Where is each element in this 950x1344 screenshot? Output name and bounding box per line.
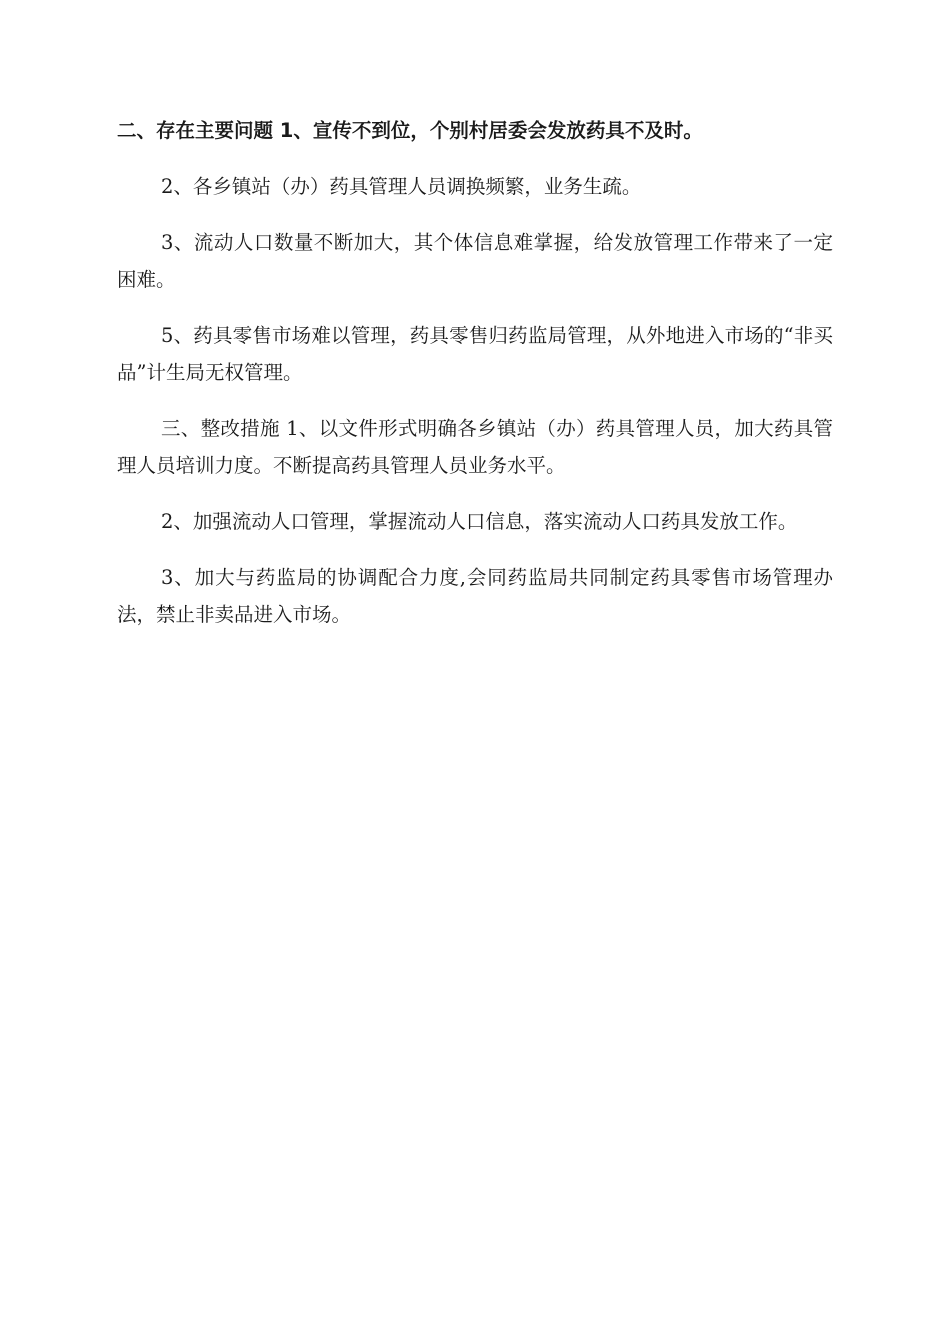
paragraph: 2、各乡镇站（办）药具管理人员调换频繁，业务生疏。 xyxy=(161,175,642,198)
document-body xyxy=(117,112,833,652)
paragraph: 3、流动人口数量不断加大，其个体信息难掌握，给发放管理工作带来了一定困难。 xyxy=(117,231,833,291)
paragraph: 5、药具零售市场难以管理，药具零售归药监局管理，从外地进入市场的“非买品”计生局无权管理。 xyxy=(117,324,833,384)
paragraph: 三、整改措施 1、以文件形式明确各乡镇站（办）药具管理人员，加大药具管理人员培训力度。不断提高药具管理人员业务水平。 xyxy=(117,417,833,477)
section-heading: 二、存在主要问题 1、宣传不到位，个别村居委会发放药具不及时。 xyxy=(117,119,703,142)
paragraph: 3、加大与药监局的协调配合力度,会同药监局共同制定药具零售市场管理办法，禁止非卖品进入市场。 xyxy=(117,566,833,626)
paragraph: 2、加强流动人口管理，掌握流动人口信息，落实流动人口药具发放工作。 xyxy=(161,510,798,533)
